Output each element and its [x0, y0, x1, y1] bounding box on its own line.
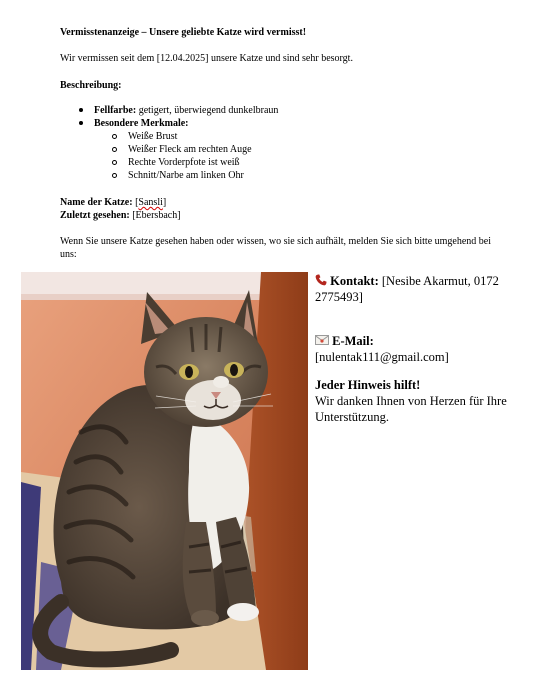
marks-label: Besondere Merkmale: [94, 118, 189, 129]
circle-bullet-icon [112, 134, 117, 139]
bullet-icon [79, 108, 83, 112]
circle-bullet-icon [112, 160, 117, 165]
list-item [60, 104, 278, 117]
cat-name-value: Sansli [138, 197, 163, 208]
mark-text: Schnitt/Narbe am linken Ohr [128, 170, 244, 181]
list-item [94, 130, 278, 143]
hint-block [315, 377, 515, 425]
list-item [94, 169, 278, 182]
marks-list [94, 130, 278, 182]
list-item [94, 143, 278, 156]
hint-heading: Jeder Hinweis hilft! [315, 378, 421, 392]
mark-text: Weiße Brust [128, 131, 178, 142]
bracket-close: ] [162, 197, 167, 208]
list-item [94, 156, 278, 169]
contact-label: Kontakt: [330, 274, 379, 288]
cat-name-line [60, 196, 166, 209]
intro-text: Wir vermissen seit dem [12.04.2025] unsere Katze und sind sehr besorgt. [60, 53, 353, 64]
circle-bullet-icon [112, 173, 117, 178]
envelope-icon [315, 333, 329, 343]
list-item [60, 117, 278, 182]
fur-label: Fellfarbe: [94, 105, 137, 116]
last-seen-label: Zuletzt gesehen: [60, 210, 130, 221]
email-block [315, 333, 515, 365]
hint-text: Wir danken Ihnen von Herzen für Ihre Unterstützung. [315, 394, 507, 424]
mark-text: Weißer Fleck am rechten Auge [128, 144, 252, 155]
bullet-icon [79, 121, 83, 125]
mark-text: Rechte Vorderpfote ist weiß [128, 157, 240, 168]
email-label-line [315, 333, 515, 349]
cat-photo [21, 272, 308, 670]
description-heading: Beschreibung: [60, 80, 122, 91]
contact-value: [Nesibe Akarmut, 0172 2775493] [315, 274, 499, 304]
cat-name-label: Name der Katze: [60, 197, 133, 208]
last-seen-value: [Ebersbach] [129, 210, 181, 221]
circle-bullet-icon [112, 147, 117, 152]
bracket-open: [ [132, 197, 139, 208]
page-title: Vermisstenanzeige – Unsere geliebte Katze wird vermisst! [60, 27, 307, 38]
last-seen-line [60, 209, 181, 222]
call-to-action-text: Wenn Sie unsere Katze gesehen haben oder wissen, wo sie sich aufhält, melden Sie sich bitte umgehend bei uns: [60, 236, 492, 260]
phone-icon [315, 274, 327, 286]
fur-value: getigert, überwiegend dunkelbraun [136, 105, 279, 116]
contact-block [315, 273, 515, 305]
email-value: [nulentak111@gmail.com] [315, 350, 449, 364]
email-label: E-Mail: [332, 334, 374, 348]
description-list [60, 104, 278, 182]
